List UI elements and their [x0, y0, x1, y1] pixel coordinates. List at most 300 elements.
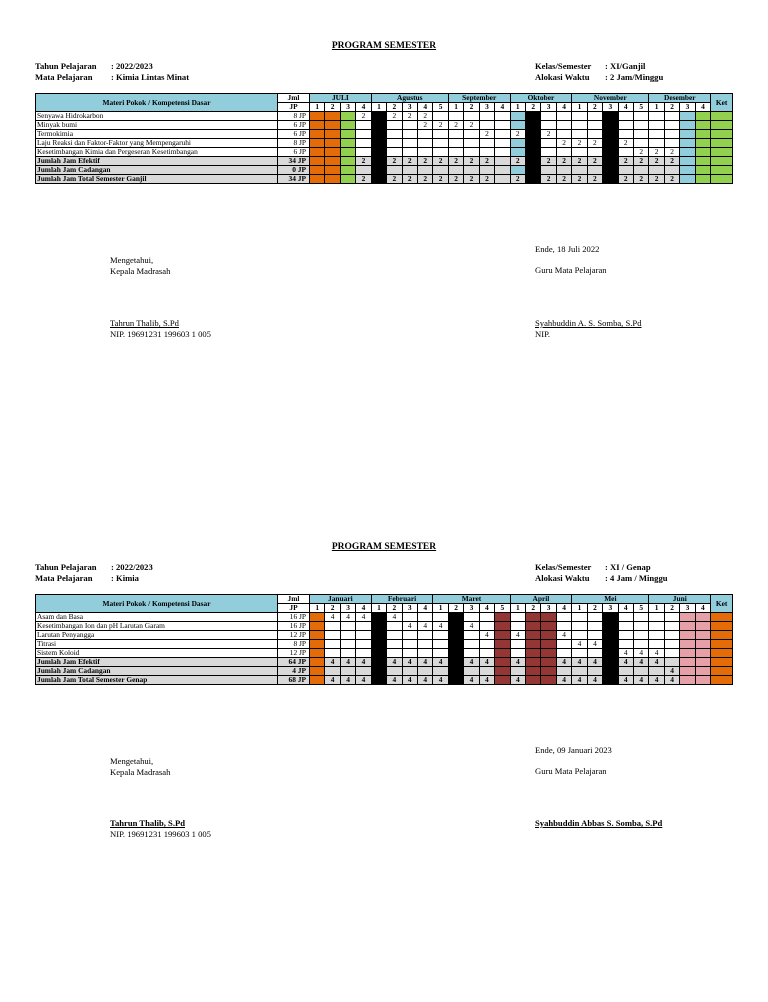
week-cell-marked: [495, 631, 510, 640]
week-cell: [618, 640, 633, 649]
info-value: : XI/Ganjil: [605, 61, 646, 71]
week-cell: 4: [572, 640, 587, 649]
week-cell: [649, 640, 664, 649]
week-cell: [356, 640, 371, 649]
materi-name: Larutan Penyangga: [36, 631, 278, 640]
jp-value: 64 JP: [278, 658, 310, 667]
total-row: [36, 658, 733, 667]
week-header: 3: [680, 604, 695, 613]
week-cell: 4: [618, 676, 633, 685]
week-cell-marked: [695, 676, 710, 685]
week-cell: [556, 649, 571, 658]
month-header: Februari: [371, 595, 433, 604]
week-cell: [495, 130, 510, 139]
week-header: 3: [340, 604, 355, 613]
week-cell: 2: [664, 157, 679, 166]
week-cell-marked: [603, 175, 618, 184]
week-cell-marked: [680, 112, 695, 121]
week-cell: 4: [618, 658, 633, 667]
principal-name: Tahrun Thalib, S.Pd: [110, 818, 186, 828]
week-cell: [464, 166, 479, 175]
week-cell-marked: [711, 631, 733, 640]
week-cell: [479, 166, 494, 175]
week-header: 4: [417, 103, 432, 112]
week-cell: 2: [510, 157, 525, 166]
week-header: 2: [387, 103, 402, 112]
week-cell: [495, 166, 510, 175]
week-cell: [387, 139, 402, 148]
week-cell-marked: [310, 631, 325, 640]
week-cell: [664, 631, 679, 640]
week-cell-marked: [525, 175, 540, 184]
materi-name: Jumlah Jam Total Semester Ganjil: [36, 175, 278, 184]
week-cell: [541, 121, 556, 130]
week-cell: 2: [664, 148, 679, 157]
jp-value: 8 JP: [278, 112, 310, 121]
week-cell: [387, 130, 402, 139]
week-cell-marked: [448, 658, 463, 667]
month-header: Januari: [310, 595, 372, 604]
week-cell-marked: [711, 130, 733, 139]
week-cell: [464, 640, 479, 649]
week-cell: 2: [387, 175, 402, 184]
week-cell: [495, 112, 510, 121]
week-cell-marked: [603, 658, 618, 667]
week-cell-marked: [510, 148, 525, 157]
week-cell: 4: [649, 676, 664, 685]
week-cell-marked: [310, 676, 325, 685]
jp-value: 4 JP: [278, 667, 310, 676]
week-cell-marked: [526, 676, 541, 685]
week-cell: [448, 148, 463, 157]
week-cell: 2: [572, 139, 587, 148]
week-cell: [633, 640, 648, 649]
week-cell-marked: [603, 157, 618, 166]
semester-schedule-table: [35, 93, 733, 184]
week-cell: [587, 130, 602, 139]
materi-name: Sistem Koloid: [36, 649, 278, 658]
principal-role: Kepala Madrasah: [110, 266, 171, 276]
week-cell: [402, 631, 417, 640]
principal-signature: [110, 818, 211, 840]
week-cell: 2: [464, 121, 479, 130]
week-cell-marked: [448, 649, 463, 658]
week-cell: [495, 157, 510, 166]
week-cell: [572, 130, 587, 139]
month-header: Juni: [649, 595, 711, 604]
week-cell: 2: [510, 175, 525, 184]
week-cell-marked: [541, 658, 556, 667]
week-cell-marked: [525, 157, 540, 166]
week-cell: [479, 139, 494, 148]
week-cell-marked: [495, 613, 510, 622]
week-cell-marked: [603, 166, 618, 175]
week-cell: 2: [587, 157, 602, 166]
info-label: Alokasi Waktu: [535, 72, 590, 82]
week-cell: [340, 667, 355, 676]
week-header: 2: [664, 604, 679, 613]
week-cell: [417, 166, 432, 175]
week-cell: [633, 166, 648, 175]
week-cell-marked: [695, 139, 710, 148]
week-cell-marked: [695, 148, 710, 157]
week-cell: [356, 166, 371, 175]
info-label: Mata Pelajaran: [35, 573, 93, 583]
week-cell-marked: [695, 658, 710, 667]
teacher-role: Guru Mata Pelajaran: [535, 766, 607, 776]
teacher-nip: NIP.: [535, 329, 551, 339]
week-cell-marked: [325, 157, 340, 166]
week-cell: 2: [356, 157, 371, 166]
week-cell: [479, 667, 494, 676]
week-cell: [572, 613, 587, 622]
week-cell-marked: [448, 631, 463, 640]
week-cell-marked: [695, 649, 710, 658]
week-header: 4: [356, 103, 371, 112]
page-title: PROGRAM SEMESTER: [331, 41, 437, 51]
week-cell-marked: [711, 613, 733, 622]
week-cell: [541, 139, 556, 148]
week-cell: [649, 613, 664, 622]
week-cell-marked: [325, 166, 340, 175]
week-cell-marked: [541, 622, 556, 631]
week-cell: [402, 649, 417, 658]
week-cell: [402, 121, 417, 130]
week-cell-marked: [310, 640, 325, 649]
week-cell: [464, 631, 479, 640]
week-cell: [464, 148, 479, 157]
week-cell: [633, 631, 648, 640]
week-cell: 2: [618, 139, 633, 148]
week-cell-marked: [680, 139, 695, 148]
week-cell: 4: [340, 613, 355, 622]
week-cell-marked: [711, 667, 733, 676]
week-header: 2: [526, 604, 541, 613]
week-cell-marked: [371, 640, 386, 649]
week-cell: [387, 649, 402, 658]
week-cell: [433, 130, 448, 139]
week-cell-marked: [541, 631, 556, 640]
week-cell-marked: [603, 640, 618, 649]
week-cell: [664, 121, 679, 130]
week-cell: 2: [433, 175, 448, 184]
month-header: November: [572, 94, 649, 103]
week-cell-marked: [603, 130, 618, 139]
week-cell-marked: [603, 649, 618, 658]
week-cell-marked: [448, 640, 463, 649]
week-cell: [325, 640, 340, 649]
week-cell: [556, 667, 571, 676]
week-cell-marked: [310, 649, 325, 658]
place-date: Ende, 09 Januari 2023: [535, 745, 612, 755]
week-cell: 4: [433, 658, 448, 667]
week-cell: [387, 121, 402, 130]
week-cell: 4: [402, 622, 417, 631]
total-row: [36, 667, 733, 676]
week-cell: [649, 631, 664, 640]
materi-name: Laju Reaksi dan Faktor-Faktor yang Mempengaruhi: [36, 139, 278, 148]
week-cell-marked: [541, 667, 556, 676]
week-cell: 4: [356, 676, 371, 685]
week-header: 1: [649, 103, 664, 112]
jp-value: 12 JP: [278, 649, 310, 658]
week-cell: [479, 112, 494, 121]
week-cell: [433, 640, 448, 649]
week-cell-marked: [711, 121, 733, 130]
week-cell-marked: [680, 148, 695, 157]
week-header: 4: [417, 604, 432, 613]
week-cell: [572, 622, 587, 631]
week-header: 2: [664, 103, 679, 112]
week-cell: 4: [417, 676, 432, 685]
week-header: 3: [340, 103, 355, 112]
month-header: September: [448, 94, 510, 103]
materi-name: Titrasi: [36, 640, 278, 649]
week-cell: [541, 166, 556, 175]
info-value: : XI / Genap: [605, 562, 651, 572]
jp-header: JP: [278, 604, 310, 613]
materi-name: Jumlah Jam Efektif: [36, 157, 278, 166]
week-cell-marked: [695, 112, 710, 121]
week-cell-marked: [340, 175, 355, 184]
week-cell-marked: [495, 622, 510, 631]
week-cell: [356, 631, 371, 640]
week-cell-marked: [371, 166, 386, 175]
week-cell-marked: [680, 121, 695, 130]
week-cell-marked: [711, 157, 733, 166]
materi-name: Kesetimbangan Kimia dan Pergeseran Kesetimbangan: [36, 148, 278, 157]
jp-value: 0 JP: [278, 166, 310, 175]
month-header: Desember: [649, 94, 711, 103]
week-cell: 2: [587, 139, 602, 148]
week-cell-marked: [310, 157, 325, 166]
info-label: Tahun Pelajaran: [35, 562, 97, 572]
week-cell: [417, 649, 432, 658]
week-header: 3: [464, 604, 479, 613]
week-cell: 2: [464, 175, 479, 184]
week-cell: [433, 649, 448, 658]
info-label: Kelas/Semester: [535, 562, 592, 572]
week-cell: 4: [479, 676, 494, 685]
week-cell-marked: [526, 631, 541, 640]
week-cell: [633, 121, 648, 130]
week-cell: [664, 640, 679, 649]
month-header: JULI: [310, 94, 372, 103]
week-cell-marked: [325, 130, 340, 139]
materi-name: Minyak bumi: [36, 121, 278, 130]
info-value: : 2 Jam/Minggu: [605, 72, 664, 82]
week-cell: [495, 121, 510, 130]
program-semester-ganjil: [0, 0, 768, 500]
jp-value: 16 JP: [278, 622, 310, 631]
jml-header: Jml: [278, 94, 310, 103]
week-cell: [556, 121, 571, 130]
week-cell: [664, 658, 679, 667]
month-header: Maret: [433, 595, 510, 604]
week-cell-marked: [711, 112, 733, 121]
week-cell: 4: [587, 676, 602, 685]
week-cell: 2: [402, 157, 417, 166]
week-cell: [556, 622, 571, 631]
week-cell: [633, 622, 648, 631]
week-cell-marked: [695, 631, 710, 640]
week-cell-marked: [371, 112, 386, 121]
info-label: Tahun Pelajaran: [35, 61, 97, 71]
acknowledged-label: [110, 756, 170, 778]
week-cell: [325, 649, 340, 658]
jp-value: 6 JP: [278, 121, 310, 130]
week-cell-marked: [541, 613, 556, 622]
week-cell-marked: [541, 649, 556, 658]
week-cell: [510, 640, 525, 649]
week-cell-marked: [310, 130, 325, 139]
jp-value: 34 JP: [278, 157, 310, 166]
acknowledged-text: Mengetahui,: [110, 255, 154, 265]
week-header: 4: [356, 604, 371, 613]
week-header: 4: [618, 103, 633, 112]
week-header: 5: [495, 604, 510, 613]
place-date: Ende, 18 Juli 2022: [535, 244, 600, 254]
week-cell: [417, 667, 432, 676]
principal-name: Tahrun Thalib, S.Pd: [110, 318, 179, 328]
week-cell: [402, 166, 417, 175]
week-cell-marked: [695, 166, 710, 175]
total-row: [36, 157, 733, 166]
week-cell: [464, 130, 479, 139]
week-header: 4: [695, 604, 710, 613]
week-cell: 4: [587, 640, 602, 649]
week-cell: 2: [556, 175, 571, 184]
week-cell: 4: [387, 658, 402, 667]
week-cell: [618, 622, 633, 631]
week-cell: 2: [649, 175, 664, 184]
week-cell: [448, 139, 463, 148]
week-cell: 2: [587, 175, 602, 184]
principal-role: Kepala Madrasah: [110, 767, 171, 777]
week-cell: [387, 622, 402, 631]
week-cell: 2: [479, 175, 494, 184]
week-cell-marked: [526, 649, 541, 658]
materi-name: Jumlah Jam Cadangan: [36, 667, 278, 676]
week-cell: 2: [541, 130, 556, 139]
week-cell: 4: [633, 658, 648, 667]
info-value: : 2022/2023: [111, 562, 153, 572]
week-cell-marked: [526, 613, 541, 622]
info-label: Kelas/Semester: [535, 61, 592, 71]
week-header: 4: [556, 103, 571, 112]
week-cell-marked: [711, 175, 733, 184]
week-cell: [649, 622, 664, 631]
table-row: [36, 622, 733, 631]
month-header: April: [510, 595, 572, 604]
jp-value: 8 JP: [278, 139, 310, 148]
week-cell: [633, 667, 648, 676]
week-cell: [340, 622, 355, 631]
jp-value: 34 JP: [278, 175, 310, 184]
week-cell: 4: [510, 631, 525, 640]
week-cell: 2: [649, 157, 664, 166]
week-cell: [495, 175, 510, 184]
week-cell-marked: [340, 157, 355, 166]
week-cell-marked: [371, 676, 386, 685]
week-cell: 2: [618, 175, 633, 184]
week-cell: [556, 130, 571, 139]
week-cell: [356, 139, 371, 148]
week-cell: [587, 112, 602, 121]
week-header: 5: [633, 604, 648, 613]
week-header: 1: [433, 604, 448, 613]
week-header: 3: [402, 604, 417, 613]
info-value: : Kimia Lintas Minat: [111, 72, 190, 82]
week-cell: [495, 148, 510, 157]
week-cell-marked: [310, 139, 325, 148]
table-header-months: [36, 94, 733, 103]
week-cell: [433, 166, 448, 175]
week-cell: 2: [448, 157, 463, 166]
week-cell: [356, 130, 371, 139]
week-cell: 4: [387, 676, 402, 685]
week-cell-marked: [680, 130, 695, 139]
week-cell: 4: [587, 658, 602, 667]
week-cell-marked: [526, 640, 541, 649]
week-cell-marked: [603, 112, 618, 121]
week-cell: 2: [448, 175, 463, 184]
week-cell: 4: [556, 658, 571, 667]
teacher-role: Guru Mata Pelajaran: [535, 265, 607, 275]
week-cell-marked: [525, 166, 540, 175]
week-cell-marked: [371, 130, 386, 139]
week-cell: [556, 613, 571, 622]
week-header: 3: [541, 103, 556, 112]
week-cell: 4: [417, 658, 432, 667]
week-header: 4: [556, 604, 571, 613]
week-cell-marked: [711, 640, 733, 649]
week-cell: [417, 130, 432, 139]
week-cell: 2: [618, 157, 633, 166]
week-cell: [618, 148, 633, 157]
week-cell-marked: [525, 148, 540, 157]
week-cell-marked: [680, 667, 695, 676]
week-header: 3: [541, 604, 556, 613]
jp-value: 6 JP: [278, 148, 310, 157]
week-cell-marked: [310, 166, 325, 175]
week-header: 1: [572, 604, 587, 613]
week-cell: [633, 613, 648, 622]
teacher-name: Syahbuddin Abbas S. Somba, S.Pd: [535, 818, 663, 828]
week-cell-marked: [695, 622, 710, 631]
week-cell: [479, 148, 494, 157]
week-cell-marked: [711, 139, 733, 148]
week-header: 2: [387, 604, 402, 613]
week-cell: [464, 649, 479, 658]
materi-name: Termokimia: [36, 130, 278, 139]
week-cell-marked: [340, 130, 355, 139]
week-cell: [417, 613, 432, 622]
week-cell: [541, 112, 556, 121]
week-cell: [417, 148, 432, 157]
week-header: 2: [464, 103, 479, 112]
week-cell: [618, 121, 633, 130]
week-header: 5: [633, 103, 648, 112]
materi-name: Senyawa Hidrokarbon: [36, 112, 278, 121]
week-cell: [664, 139, 679, 148]
week-cell-marked: [603, 667, 618, 676]
week-header: 1: [510, 604, 525, 613]
week-cell-marked: [510, 139, 525, 148]
materi-name: Jumlah Jam Efektif: [36, 658, 278, 667]
materi-name: Asam dan Basa: [36, 613, 278, 622]
week-cell: [402, 148, 417, 157]
